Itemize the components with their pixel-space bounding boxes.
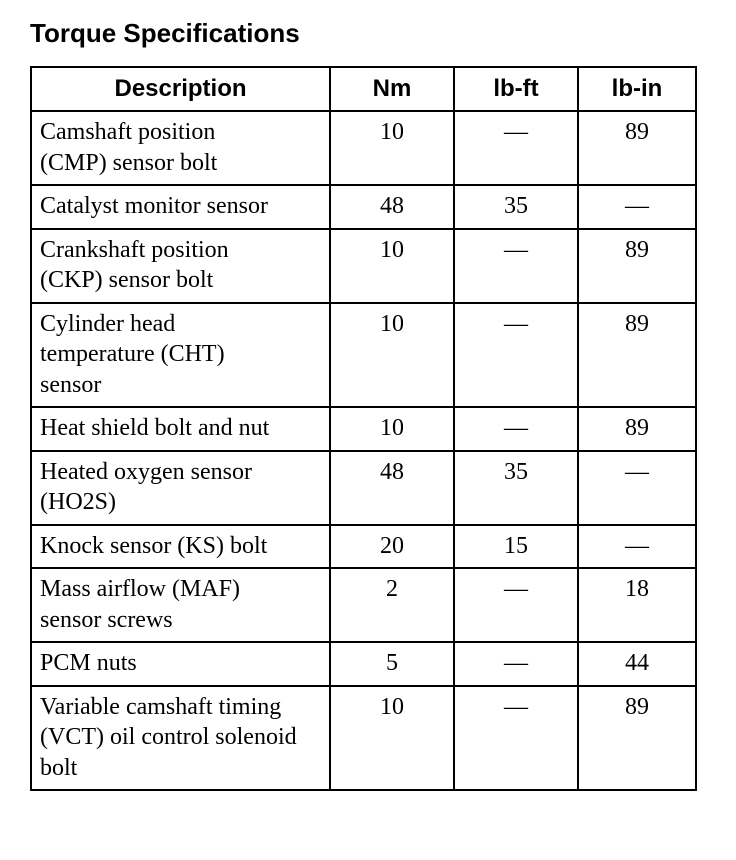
cell-nm: 48	[330, 451, 454, 525]
header-row	[31, 67, 696, 111]
table-row	[31, 407, 696, 451]
table-row	[31, 686, 696, 791]
cell-lb-in: 44	[578, 642, 696, 686]
cell-lb-ft: 35	[454, 451, 578, 525]
cell-description: Heated oxygen sensor (HO2S)	[31, 451, 330, 525]
table-row	[31, 642, 696, 686]
cell-nm: 10	[330, 303, 454, 408]
cell-lb-in: —	[578, 185, 696, 229]
cell-lb-in: 18	[578, 568, 696, 642]
cell-lb-ft: 15	[454, 525, 578, 569]
table-row	[31, 185, 696, 229]
cell-lb-in: 89	[578, 303, 696, 408]
cell-description: Cylinder head temperature (CHT) sensor	[31, 303, 330, 408]
cell-lb-ft: 35	[454, 185, 578, 229]
cell-nm: 10	[330, 111, 454, 185]
table-row	[31, 451, 696, 525]
cell-description: Heat shield bolt and nut	[31, 407, 330, 451]
cell-nm: 10	[330, 407, 454, 451]
cell-lb-in: 89	[578, 407, 696, 451]
header-lb-ft: lb-ft	[454, 67, 578, 111]
cell-lb-ft: —	[454, 407, 578, 451]
cell-lb-in: 89	[578, 686, 696, 791]
cell-nm: 48	[330, 185, 454, 229]
cell-lb-in: 89	[578, 229, 696, 303]
cell-description: Knock sensor (KS) bolt	[31, 525, 330, 569]
cell-lb-in: —	[578, 451, 696, 525]
header-nm: Nm	[330, 67, 454, 111]
table-row	[31, 229, 696, 303]
cell-lb-ft: —	[454, 111, 578, 185]
cell-description: Catalyst monitor sensor	[31, 185, 330, 229]
header-description: Description	[31, 67, 330, 111]
cell-nm: 20	[330, 525, 454, 569]
cell-lb-in: 89	[578, 111, 696, 185]
cell-lb-ft: —	[454, 568, 578, 642]
cell-description: Crankshaft position (CKP) sensor bolt	[31, 229, 330, 303]
cell-nm: 10	[330, 229, 454, 303]
header-lb-in: lb-in	[578, 67, 696, 111]
cell-description: Variable camshaft timing (VCT) oil control solenoid bolt	[31, 686, 330, 791]
table-row	[31, 568, 696, 642]
cell-nm: 2	[330, 568, 454, 642]
cell-lb-ft: —	[454, 686, 578, 791]
cell-lb-ft: —	[454, 642, 578, 686]
cell-description: Camshaft position (CMP) sensor bolt	[31, 111, 330, 185]
table-row	[31, 525, 696, 569]
page-title: Torque Specifications	[30, 18, 300, 48]
cell-description: PCM nuts	[31, 642, 330, 686]
cell-nm: 5	[330, 642, 454, 686]
table-row	[31, 303, 696, 408]
cell-lb-in: —	[578, 525, 696, 569]
cell-nm: 10	[330, 686, 454, 791]
table-row	[31, 111, 696, 185]
cell-lb-ft: —	[454, 303, 578, 408]
torque-spec-table	[30, 66, 697, 791]
cell-lb-ft: —	[454, 229, 578, 303]
cell-description: Mass airflow (MAF) sensor screws	[31, 568, 330, 642]
